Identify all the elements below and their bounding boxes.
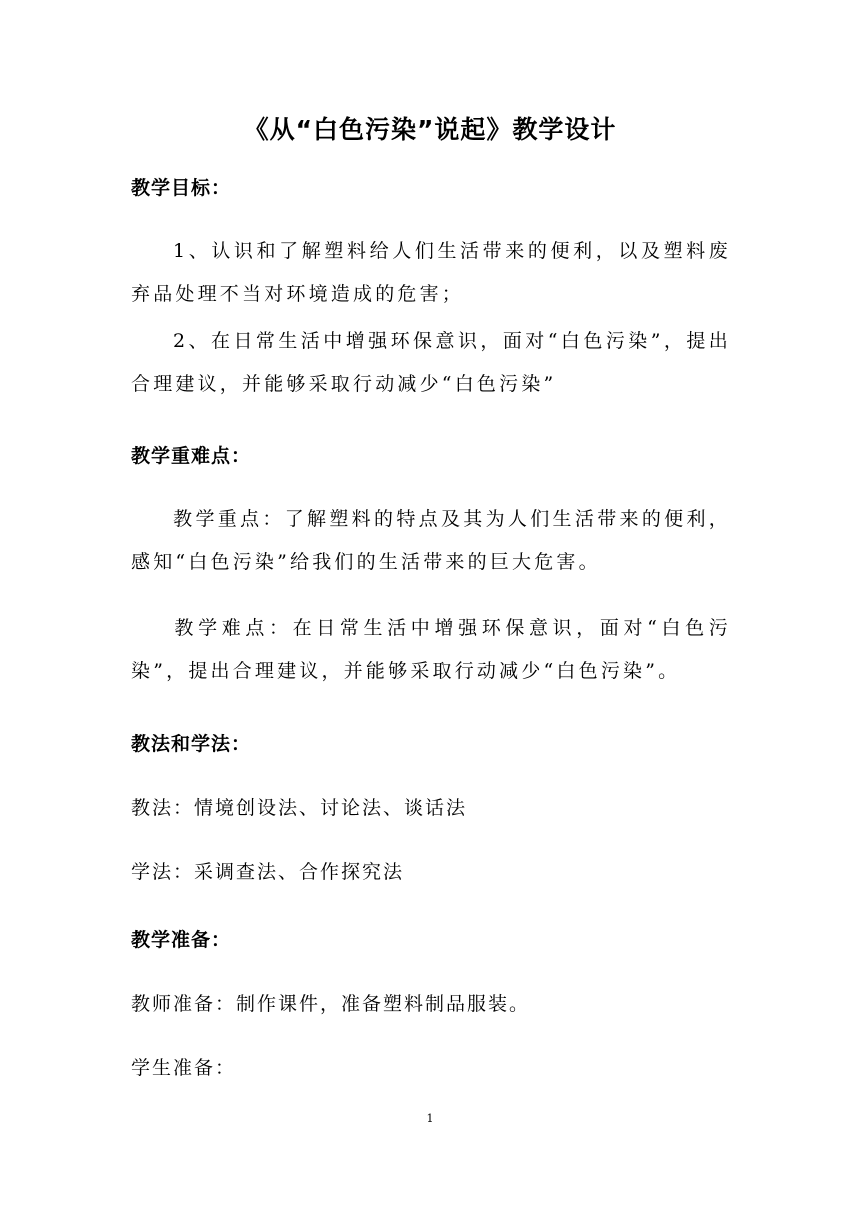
goal-item-1 — [131, 230, 731, 316]
heading-teaching-goals: 教学目标： — [131, 177, 232, 199]
teaching-method-line: 教法：情境创设法、讨论法、谈话法 — [131, 797, 468, 819]
goal-item-2-text: 2、在日常生活中增强环保意识，面对“白色污染”，提出合理建议，并能够采取行动减少“白色污染” — [131, 330, 731, 395]
key-focus-text: 教学重点：了解塑料的特点及其为人们生活带来的便利，感知“白色污染”给我们的生活带来的巨大危害。 — [131, 508, 731, 573]
teacher-preparation-line: 教师准备：制作课件，准备塑料制品服装。 — [131, 993, 531, 1015]
key-difficulty-text: 教学难点：在日常生活中增强环保意识，面对“白色污染”，提出合理建议，并能够采取行动减少“白色污染”。 — [131, 617, 731, 682]
key-focus-paragraph — [131, 498, 731, 584]
heading-methods: 教法和学法： — [131, 733, 252, 755]
page-number: 1 — [426, 1112, 434, 1125]
heading-key-points: 教学重难点： — [131, 445, 252, 467]
document-title: 《从“白色污染”说起》教学设计 — [243, 115, 617, 144]
goal-item-2 — [131, 320, 731, 406]
learning-method-line: 学法：采调查法、合作探究法 — [131, 861, 405, 883]
student-preparation-line: 学生准备： — [131, 1057, 237, 1079]
heading-preparation: 教学准备： — [131, 929, 232, 951]
goal-item-1-text: 1、认识和了解塑料给人们生活带来的便利，以及塑料废弃品处理不当对环境造成的危害； — [131, 240, 731, 305]
key-difficulty-paragraph — [131, 607, 731, 693]
